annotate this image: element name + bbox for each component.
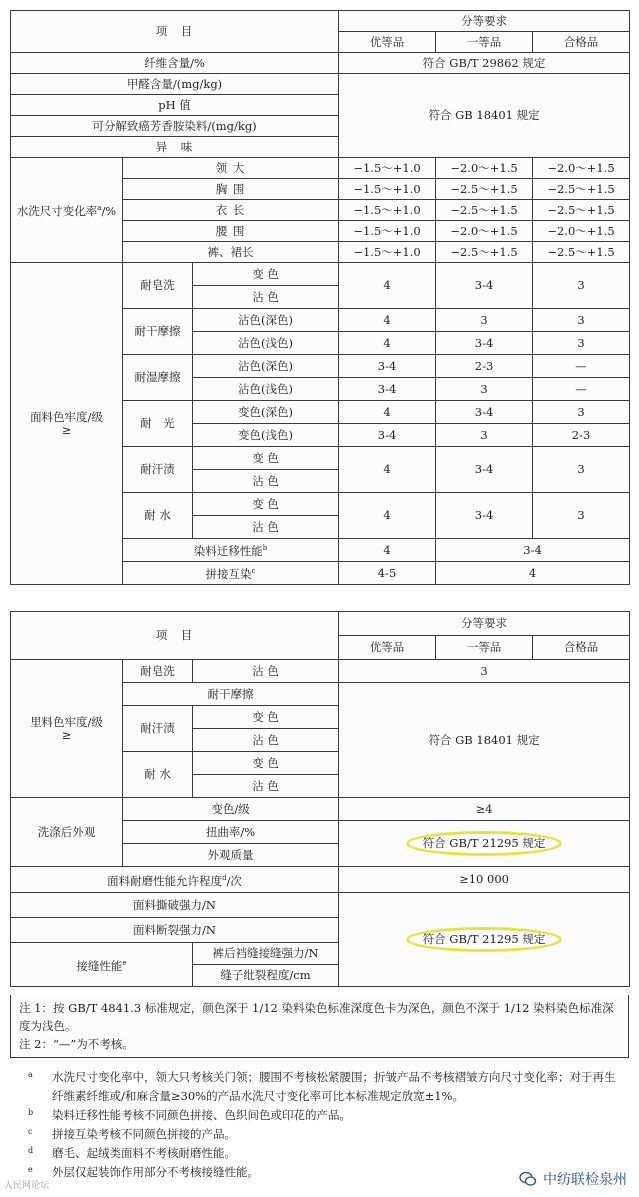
- after-wash-label: 洗涤后外观: [11, 798, 123, 867]
- lining-soap-value: 3: [339, 660, 630, 683]
- lining-sweat-label: 耐汗渍: [123, 706, 193, 752]
- break-strength-label: 面料断裂强力/N: [11, 918, 339, 943]
- sub-item: 沾色(浅色): [193, 332, 339, 355]
- footnote-item: a 水洗尺寸变化率中，领大只考核关门领；腰围不考核松紧腰围；折皱产品不考核褶皱方向尺寸变化率；对于再生纤维素纤维或/和麻含量≥30%的产品水洗尺寸变化率可比本标准规定放宽±1%。: [28, 1070, 616, 1103]
- grade-value: 3-4: [436, 263, 533, 309]
- wash-dim-value: −1.5～+1.0: [339, 221, 436, 242]
- grade-value: 3: [436, 378, 533, 401]
- corner-watermark: 人民网论坛: [4, 1181, 50, 1191]
- footnote-item: c 拼接互染考核不同颜色拼接的产品。: [28, 1127, 236, 1141]
- grade-value: 3-4: [436, 447, 533, 493]
- sub-item: 沾 色: [193, 470, 339, 493]
- header-superior: 优等品: [339, 636, 436, 660]
- wash-dim-value: −2.0～+1.5: [533, 158, 630, 179]
- grade-value: —: [533, 378, 630, 401]
- wash-dim-value: −2.5～+1.5: [533, 242, 630, 263]
- grade-value: 3: [533, 447, 630, 493]
- sweat-label: 耐汗渍: [123, 447, 193, 493]
- footnote-item: e 外层仅起装饰作用部分不考核接缝性能。: [28, 1165, 259, 1179]
- wash-dim-part: 衣 长: [123, 200, 339, 221]
- grade-value: —: [533, 355, 630, 378]
- grade-value: 2-3: [436, 355, 533, 378]
- note-1: 注 1：按 GB/T 4841.3 标准规定，颜色深于 1/12 染料染色标准深度色卡为深色，颜色不深于 1/12 染料染色标准深度为浅色。: [19, 1001, 614, 1033]
- sub-item: 变 色: [193, 447, 339, 470]
- lining-color-label: 里料色牢度/级 ≥: [11, 660, 123, 798]
- wash-dim-value: −1.5～+1.0: [339, 179, 436, 200]
- sub-item: 变色(浅色): [193, 424, 339, 447]
- after-wash-item: 外观质量: [123, 844, 339, 867]
- header-qualified: 合格品: [533, 636, 630, 660]
- source-watermark: [519, 1169, 627, 1189]
- fiber-content-value: 符合 GB/T 29862 规定: [339, 53, 630, 74]
- footnote-item: d 磨毛、起绒类面料不考核耐磨性能。: [28, 1146, 236, 1160]
- wash-dim-value: −1.5～+1.0: [339, 158, 436, 179]
- grade-value: 4: [339, 332, 436, 355]
- fiber-content-label: 纤维含量/%: [11, 53, 339, 74]
- water-label: 耐 水: [123, 493, 193, 539]
- grade-value: 3: [533, 263, 630, 309]
- odor-label: 异 味: [11, 137, 339, 158]
- grade-value: 3-4: [339, 378, 436, 401]
- table-notes: [10, 995, 629, 1058]
- azo-dye-label: 可分解致癌芳香胺染料/(mg/kg): [11, 116, 339, 137]
- strength-standard-value: [339, 893, 630, 987]
- footnotes: [28, 1068, 623, 1182]
- grade-value: 3: [533, 332, 630, 355]
- grade-value: 3-4: [339, 424, 436, 447]
- wash-dim-value: −1.5～+1.0: [339, 242, 436, 263]
- grade-value: 3-4: [436, 401, 533, 424]
- wash-dim-label: 水洗尺寸变化率$^a$/%: [11, 158, 123, 263]
- seam-item: 裤后裆缝接缝强力/N: [193, 943, 339, 965]
- header-superior: 优等品: [339, 32, 436, 53]
- header-first: 一等品: [436, 636, 533, 660]
- sub-item: 沾 色: [193, 729, 339, 752]
- sub-item: 沾色(浅色): [193, 378, 339, 401]
- note-2: 注 2：“—”为不考核。: [19, 1037, 134, 1051]
- grade-value: 3: [533, 309, 630, 332]
- soap-wash-label: 耐皂洗: [123, 263, 193, 309]
- wash-dim-value: −2.0～+1.5: [533, 221, 630, 242]
- grade-value: 4: [339, 309, 436, 332]
- wash-dim-value: −2.5～+1.5: [436, 242, 533, 263]
- dry-rub-label: 耐干摩擦: [123, 309, 193, 355]
- grade-value: 4: [339, 447, 436, 493]
- light-label: 耐 光: [123, 401, 193, 447]
- header-item: 项 目: [11, 11, 339, 53]
- grade-value: 4: [339, 493, 436, 539]
- after-wash-standard-value: [339, 821, 630, 867]
- wash-dim-value: −2.5～+1.5: [436, 179, 533, 200]
- watermark-text: 中纺联检泉州: [543, 1172, 627, 1188]
- ph-label: pH 值: [11, 95, 339, 116]
- lining-standard-value: 符合 GB 18401 规定: [339, 683, 630, 798]
- wash-dim-part: 裤、裙长: [123, 242, 339, 263]
- sub-item: 变 色: [193, 752, 339, 775]
- grade-value: 3: [436, 424, 533, 447]
- header-grade-requirement: 分等要求: [339, 612, 630, 636]
- sub-item: 沾 色: [193, 516, 339, 539]
- wash-dim-mark: a: [97, 204, 102, 213]
- quality-table-2: [10, 611, 630, 987]
- grade-value: 3: [436, 309, 533, 332]
- wash-dim-part: 胸 围: [123, 179, 339, 200]
- splice-staining-label: 拼接互染$^c$: [123, 562, 339, 585]
- lining-dry-rub-label: 耐干摩擦: [123, 683, 339, 706]
- footnote-item: b 染料迁移性能考核不同颜色拼接、色织间色或印花的产品。: [28, 1108, 351, 1122]
- grade-value: 4: [339, 401, 436, 424]
- tear-strength-label: 面料撕破强力/N: [11, 893, 339, 918]
- header-item: 项 目: [11, 612, 339, 660]
- header-first: 一等品: [436, 32, 533, 53]
- wash-dim-part: 腰 围: [123, 221, 339, 242]
- highlight-ellipse: 符合 GB/T 21295 规定: [406, 927, 563, 952]
- sub-item: 变色(深色): [193, 401, 339, 424]
- wash-dim-value: −2.5～+1.5: [533, 179, 630, 200]
- wash-dim-value: −1.5～+1.0: [339, 200, 436, 221]
- sub-item: 沾 色: [193, 775, 339, 798]
- highlight-ellipse: 符合 GB/T 21295 规定: [406, 831, 563, 856]
- lining-soap-label: 耐皂洗: [123, 660, 193, 683]
- formaldehyde-label: 甲醛含量/(mg/kg): [11, 74, 339, 95]
- sub-item: 沾色(深色): [193, 309, 339, 332]
- grade-value: 3: [533, 493, 630, 539]
- quality-table-1: [10, 10, 630, 585]
- grade-value: 2-3: [533, 424, 630, 447]
- dye-migration-label: 染料迁移性能$^b$: [123, 539, 339, 562]
- fabric-color-label: 面料色牢度/级 ≥: [11, 263, 123, 585]
- seam-performance-label: 接缝性能$^e$: [11, 943, 193, 987]
- wash-dim-value: −2.5～+1.5: [436, 200, 533, 221]
- wash-dim-value: −2.0～+1.5: [436, 158, 533, 179]
- sub-item: 沾 色: [193, 660, 339, 683]
- grade-value: 4: [339, 539, 436, 562]
- sub-item: 变 色: [193, 706, 339, 729]
- grade-value: 3-4: [436, 332, 533, 355]
- wash-dim-value: −2.0～+1.5: [436, 221, 533, 242]
- header-grade-requirement: 分等要求: [339, 11, 630, 32]
- wash-dim-value: −2.5～+1.5: [533, 200, 630, 221]
- seam-item: 缝子纰裂程度/cm: [193, 965, 339, 987]
- wet-rub-label: 耐湿摩擦: [123, 355, 193, 401]
- pilling-value: ≥10 000: [339, 867, 630, 893]
- wechat-icon: [519, 1170, 537, 1188]
- grade-value: 4-5: [339, 562, 436, 585]
- wash-dim-part: 领 大: [123, 158, 339, 179]
- grade-value: 3: [533, 401, 630, 424]
- grade-value: 4: [339, 263, 436, 309]
- after-wash-item: 扭曲率/%: [123, 821, 339, 844]
- grade-value: 3-4: [339, 355, 436, 378]
- sub-item: 变 色: [193, 493, 339, 516]
- sub-item: 沾色(深色): [193, 355, 339, 378]
- safety-standard-value: 符合 GB 18401 规定: [339, 74, 630, 158]
- sub-item: 沾 色: [193, 286, 339, 309]
- lining-water-label: 耐 水: [123, 752, 193, 798]
- header-qualified: 合格品: [533, 32, 630, 53]
- grade-value: 3-4: [436, 539, 630, 562]
- sub-item: 变 色: [193, 263, 339, 286]
- grade-value: 3-4: [436, 493, 533, 539]
- grade-value: 4: [436, 562, 630, 585]
- after-wash-item: 变色/级: [123, 798, 339, 821]
- after-wash-color-value: ≥4: [339, 798, 630, 821]
- pilling-label: 面料耐磨性能允许程度$^d$/次: [11, 867, 339, 893]
